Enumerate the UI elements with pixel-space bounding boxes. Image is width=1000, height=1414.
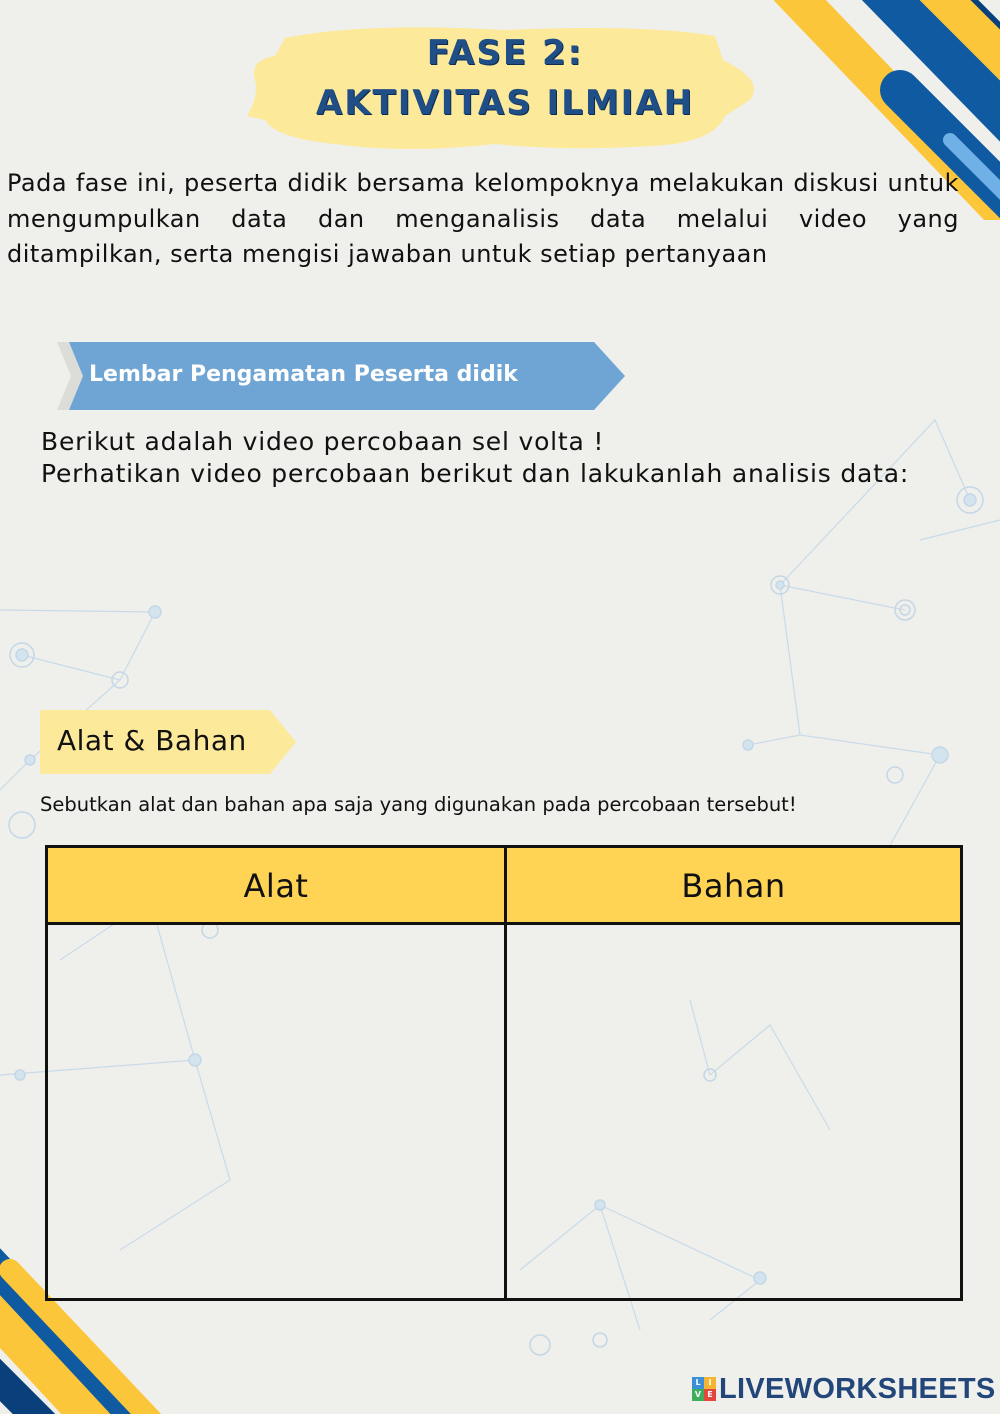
- logo-letter-i: I: [704, 1377, 716, 1389]
- video-instructions-line1: Berikut adalah video percobaan sel volta !: [41, 427, 605, 456]
- tools-materials-table: [45, 845, 963, 1301]
- liveworksheets-logo-icon: [692, 1377, 716, 1401]
- liveworksheets-brand-text: LIVEWORKSHEETS: [719, 1372, 996, 1405]
- section-banner: [57, 342, 627, 410]
- logo-letter-e: E: [704, 1389, 716, 1401]
- logo-letter-l: L: [692, 1377, 704, 1389]
- intro-paragraph: Pada fase ini, peserta didik bersama kelompoknya melakukan diskusi untuk mengumpulkan data dan menganalisis data melalui video yang ditampilkan, serta mengisi jawaban untuk setiap pertanyaan: [7, 169, 959, 268]
- page-title-line2: AKTIVITAS ILMIAH: [315, 83, 695, 123]
- table-cell-alat[interactable]: [48, 925, 504, 1298]
- table-header-alat: Alat: [243, 867, 309, 905]
- tools-banner-label: Alat & Bahan: [57, 724, 247, 757]
- tools-banner: [40, 710, 298, 774]
- video-instructions: [41, 426, 971, 490]
- table-header-bahan: Bahan: [681, 867, 786, 905]
- section-banner-label: Lembar Pengamatan Peserta didik: [89, 362, 518, 387]
- logo-letter-v: V: [692, 1389, 704, 1401]
- table-instruction: Sebutkan alat dan bahan apa saja yang digunakan pada percobaan tersebut!: [40, 793, 797, 816]
- video-instructions-line2: Perhatikan video percobaan berikut dan lakukanlah analisis data:: [41, 459, 910, 488]
- liveworksheets-brand: [692, 1372, 996, 1406]
- page-title: [245, 28, 765, 128]
- table-cell-bahan[interactable]: [507, 925, 960, 1298]
- table-column-divider: [504, 848, 507, 1298]
- page-title-line1: FASE 2:: [426, 33, 584, 73]
